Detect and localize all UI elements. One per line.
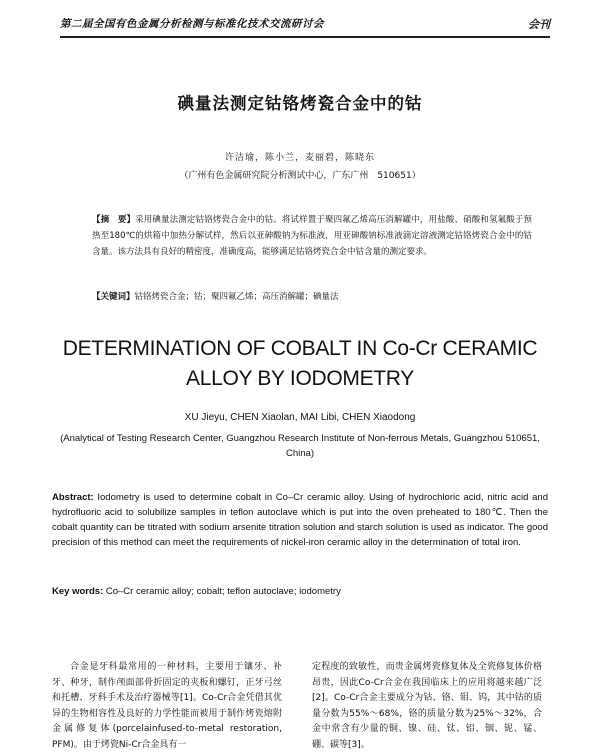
- english-title: [30, 334, 570, 394]
- english-keywords: [52, 586, 548, 597]
- english-title-line-1: DETERMINATION OF COBALT IN Co-Cr CERAMIC: [62, 337, 538, 360]
- chinese-abstract-text: 采用碘量法测定钴铬烤瓷合金中的钴。将试样置于聚四氟乙烯高压消解罐中，用盐酸、硝酸和氢氟酸于预热至180℃的烘箱中加热分解试样，然后以亚砷酸钠为标准液，用亚砷酸钠标准液滴定溶液测定钴铬烤瓷合金中的钴含量。该方法具有良好的精密度，准确度高，能够满足钴铬烤瓷合金中钴含量的测定要求。: [92, 215, 532, 257]
- english-keywords-text: Co–Cr ceramic alloy; cobalt; teflon autoclave; iodometry: [103, 586, 341, 597]
- english-abstract-label: Abstract:: [52, 492, 94, 503]
- english-keywords-label: Key words:: [52, 586, 104, 597]
- english-affiliation: (Analytical of Testing Research Center, Guangzhou Research Institute of Non-ferrous Metals, Guangzhou 510651, China): [60, 433, 540, 459]
- body-right-column: 定程度的致敏性，而贵金属烤瓷修复体及全瓷修复体价格昂贵，因此Co-Cr合金在我国临床上的应用将越来越广泛[2]。Co-Cr合金主要成分为钴、铬、钼、钨，其中钴的质量分数为55%～68%，铬的质量分数为25%～32%，合金中常含有少量的铜、镍、硅、钛、铝、铟、铌、锰、硼、碳等[3]。: [312, 662, 542, 750]
- chinese-title: 碘量法测定钴铬烤瓷合金中的钴: [177, 94, 423, 113]
- english-authors: XU Jieyu, CHEN Xiaolan, MAI Libi, CHEN Xiaodong: [184, 412, 416, 423]
- chinese-abstract-label: 【摘 要】: [92, 215, 136, 225]
- chinese-affiliation: （广州有色金属研究院分析测试中心，广东广州 510651）: [179, 171, 421, 181]
- english-title-line-2: ALLOY BY IODOMETRY: [185, 367, 415, 390]
- issue-label: 会刊: [528, 18, 550, 31]
- chinese-keywords: [92, 290, 532, 302]
- chinese-keywords-text: 钴铬烤瓷合金；钴；聚四氟乙烯；高压消解罐；碘量法: [134, 292, 339, 302]
- conference-name: 第二届全国有色金属分析检测与标准化技术交流研讨会: [60, 18, 324, 30]
- running-header: [60, 14, 550, 38]
- body-left-column: 合金是牙科最常用的一种材料，主要用于镶牙、补牙、种牙，制作颅面部骨折固定的夹板和螺钉，正牙弓丝和托槽、牙科手术及治疗器械等[1]。Co-Cr合金凭借其优异的生物相容性及良好的力学性能而被用于制作烤瓷熔附金属修复体(porcelainfused-to-metal restoration, PFM)。由于烤瓷Ni-Cr合金具有一: [52, 662, 282, 750]
- english-abstract-text: Iodometry is used to determine cobalt in Co–Cr ceramic alloy. Using of hydrochloric acid, nitric acid and hydrofluoric acid to solubilize samples in teflon autoclave which is put into the oven preheated to 180℃. Then the cobalt quantity can be titrated with sodium arsenite titration solution and starch solution is used as indicator. The good precision of this method can meet the requirements of nickel-iron ceramic alloy in the determination of total iron.: [52, 492, 548, 548]
- english-abstract: [52, 490, 548, 550]
- chinese-keywords-label: 【关键词】: [92, 292, 135, 302]
- chinese-abstract: [92, 212, 532, 260]
- chinese-authors: 许洁瑜，陈小兰，麦丽碧，陈晓东: [224, 153, 375, 163]
